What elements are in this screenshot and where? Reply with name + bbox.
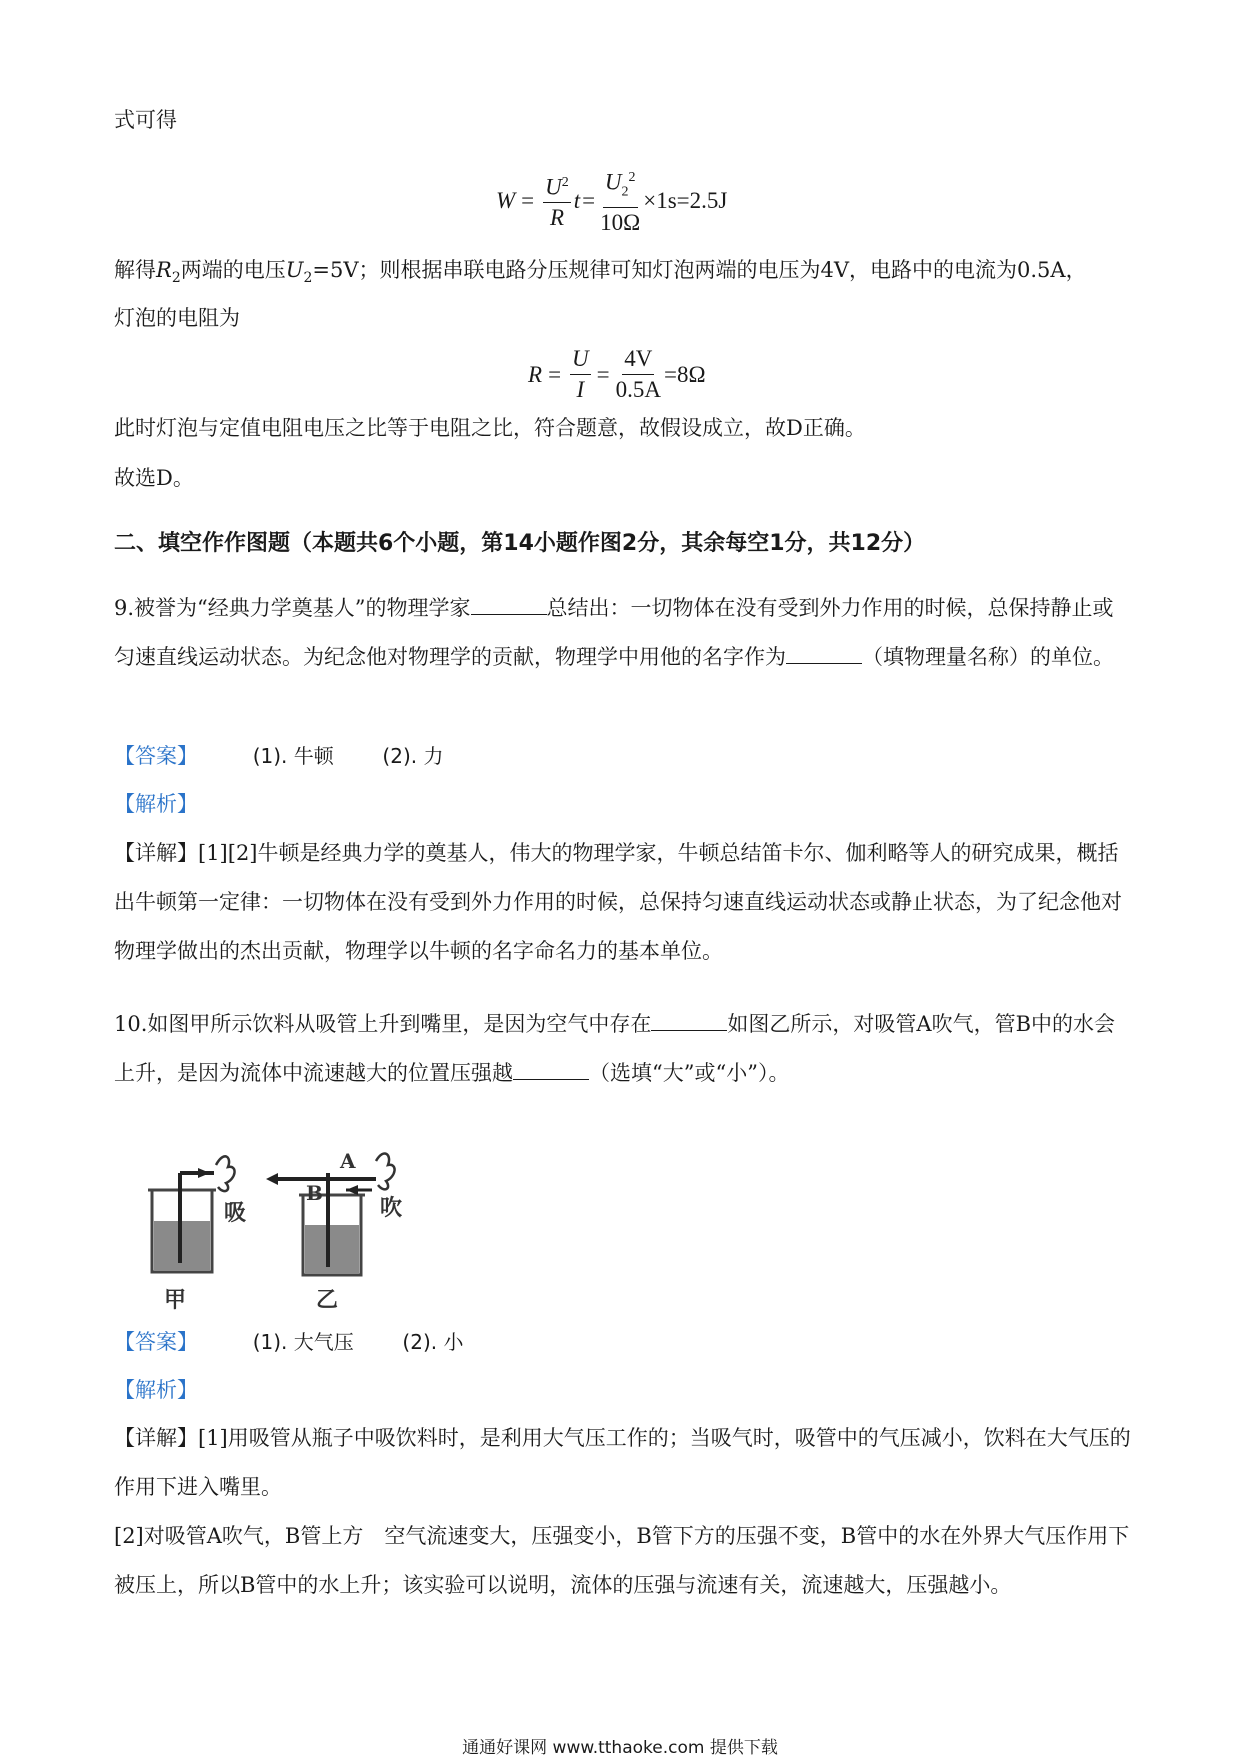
figure-yi — [266, 1149, 402, 1310]
symbol: t — [573, 187, 581, 213]
equals: = — [521, 187, 535, 213]
analysis-tag: 【解析】 — [114, 1378, 198, 1402]
text-line: 式可得 — [114, 108, 177, 132]
fraction — [600, 164, 640, 237]
answer-tag: 【答案】 — [114, 744, 198, 768]
label-yi: 乙 — [316, 1287, 339, 1310]
label-b: B — [306, 1181, 323, 1205]
equals: = — [596, 361, 610, 387]
symbol: W — [496, 187, 516, 213]
fraction — [616, 345, 661, 404]
numerator: $U_2^2$ — [603, 164, 638, 208]
analysis-tag: 【解析】 — [114, 792, 198, 816]
answer-blank — [786, 645, 862, 664]
equals: = — [582, 187, 596, 213]
equals: = — [548, 361, 562, 387]
answer-blank — [513, 1061, 589, 1080]
formula-tail: ×1s=2.5J — [643, 187, 728, 213]
question-9: 9.被誉为“经典力学奠基人”的物理学家 总结出：一切物体在没有受到外力作用的时候，总保持静止或匀速直线运动状态。为纪念他对物理学的贡献，物理学中用他的名字作为 （填物理量名称）的单位。 — [114, 596, 1114, 669]
denominator: 10Ω — [600, 210, 641, 236]
numerator: 4V — [622, 345, 654, 375]
denominator: 0.5A — [615, 377, 662, 402]
answer-blank — [651, 1012, 727, 1031]
fraction — [543, 169, 571, 233]
answer-1: (1). 牛顿 — [252, 744, 334, 768]
label-a: A — [340, 1149, 356, 1173]
answer-2: (2). 力 — [382, 744, 444, 768]
section-title: 二、填空作作图题（本题共6个小题，第14小题作图2分，其余每空1分，共12分） — [114, 531, 926, 556]
detail-paragraph: 【详解】[1]用吸管从瓶子中吸饮料时，是利用大气压工作的；当吸气时，吸管中的气压减小，饮料在大气压的作用下进入嘴里。 — [114, 1426, 1131, 1499]
figure-jia — [148, 1156, 246, 1310]
answer-row — [114, 744, 1134, 768]
formula-work — [496, 164, 727, 237]
text-line: 解得$R_2$两端的电压$U_2=5V$；则根据串联电路分压规律可知灯泡两端的电压为4V，电路中的电流为0.5A， — [114, 258, 1087, 287]
answer-blank — [471, 596, 547, 615]
label-xi: 吸 — [224, 1200, 247, 1226]
formula-resistance — [528, 345, 706, 404]
answer-row — [114, 1330, 1134, 1354]
text-line: 故选D。 — [114, 466, 194, 490]
fraction — [570, 345, 591, 404]
text-line: 此时灯泡与定值电阻电压之比等于电阻之比，符合题意，故假设成立，故D正确。 — [114, 416, 866, 440]
denominator: I — [576, 377, 585, 402]
detail-paragraph: [2]对吸管A吹气，B管上方 空气流速变大，压强变小，B管下方的压强不变，B管中的水在外界大气压作用下被压上，所以B管中的水上升；该实验可以说明，流体的压强与流速有关，流速越大，压强越小。 — [114, 1524, 1130, 1597]
answer-2: (2). 小 — [402, 1330, 464, 1354]
label-jia: 甲 — [164, 1287, 187, 1310]
text-line: 灯泡的电阻为 — [114, 306, 240, 330]
formula-tail: =8Ω — [664, 361, 706, 387]
label-chui: 吹 — [380, 1195, 403, 1221]
footer: 通通好课网 www.tthaoke.com 提供下载 — [462, 1738, 778, 1758]
numerator: U — [570, 345, 591, 375]
answer-tag: 【答案】 — [114, 1330, 198, 1354]
answer-1: (1). 大气压 — [252, 1330, 354, 1354]
symbol: R — [528, 361, 543, 387]
denominator: R — [549, 205, 564, 231]
question-10: 10.如图甲所示饮料从吸管上升到嘴里，是因为空气中存在 如图乙所示，对吸管A吹气，管B中的水会上升，是因为流体中流速越大的位置压强越 （选填“大”或“小”）。 — [114, 1012, 1116, 1085]
detail-paragraph: 【详解】[1][2]牛顿是经典力学的奠基人，伟大的物理学家，牛顿总结笛卡尔、伽利略等人的研究成果，概括出牛顿第一定律：一切物体在没有受到外力作用的时候，总保持匀速直线运动状态或静止状态，为了纪念他对物理学做出的杰出贡献，物理学以牛顿的名字命名力的基本单位。 — [114, 841, 1122, 963]
straw-experiment-figure — [140, 1135, 440, 1310]
numerator: $U^2$ — [543, 169, 571, 204]
